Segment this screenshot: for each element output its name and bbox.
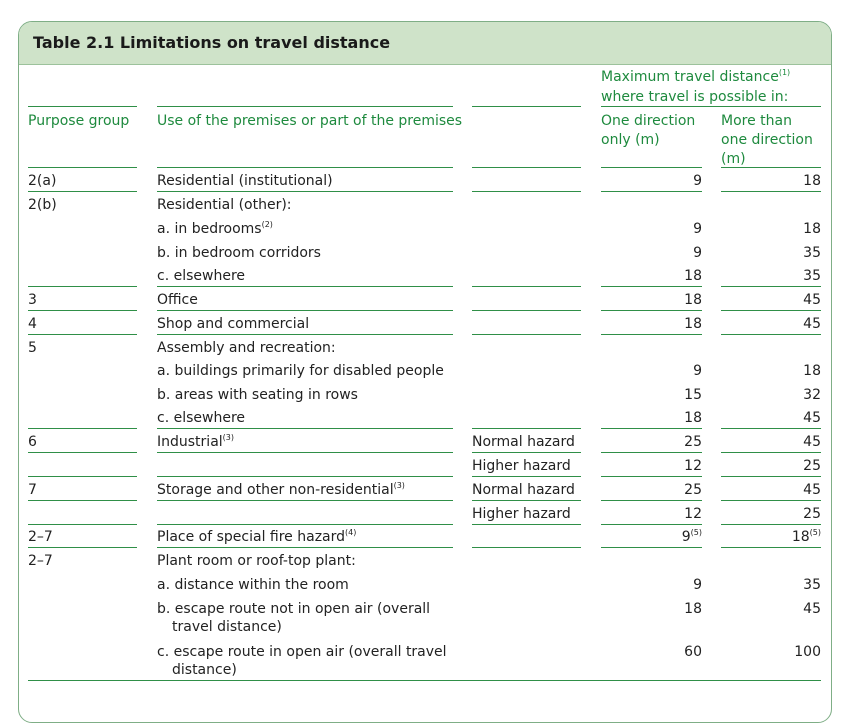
cell-use-text: Office (157, 292, 198, 308)
cell-use (157, 600, 430, 619)
row-rule (472, 476, 581, 477)
row-rule (472, 524, 581, 525)
cell-one-direction-text: 60 (684, 644, 702, 660)
cell-more-than-one-text: 45 (803, 316, 821, 332)
cell-purpose-group (28, 315, 37, 334)
cell-purpose-group (28, 339, 37, 358)
row-rule (472, 310, 581, 311)
cell-use-text: b. areas with seating in rows (157, 387, 358, 403)
header-rule (601, 167, 702, 168)
cell-more-than-one (803, 386, 821, 405)
row-rule (28, 191, 137, 192)
cell-purpose-group (28, 291, 37, 310)
header-rule (157, 167, 453, 168)
header-purpose-group: Purpose group (28, 113, 130, 129)
row-rule (721, 452, 821, 453)
row-rule (157, 428, 453, 429)
row-rule (721, 500, 821, 501)
table-bottom-rule (28, 680, 821, 681)
row-rule (157, 452, 453, 453)
cell-one-direction-text: 12 (684, 506, 702, 522)
cell-one-direction-text: 9 (693, 173, 702, 189)
cell-one-direction (693, 172, 702, 191)
cell-one-direction (684, 386, 702, 405)
cell-one-direction (684, 505, 702, 524)
cell-purpose-group (28, 196, 57, 215)
cell-more-than-one-text: 100 (794, 644, 821, 660)
cell-purpose-group-text: 2(b) (28, 197, 57, 213)
cell-purpose-group (28, 552, 53, 571)
cell-more-than-one (803, 362, 821, 381)
row-rule (28, 428, 137, 429)
cell-more-than-one-text: 18 (803, 173, 821, 189)
header-rule (472, 167, 581, 168)
cell-one-direction-text: 9 (681, 529, 691, 545)
cell-use (157, 172, 333, 191)
row-rule (157, 524, 453, 525)
header-one-direction-2: only (m) (601, 132, 660, 148)
cell-more-than-one-text: 45 (803, 434, 821, 450)
cell-use (157, 244, 321, 263)
header-max-travel-text: Maximum travel distance (601, 69, 779, 85)
cell-one-direction-text: 18 (684, 292, 702, 308)
footnote-ref: (5) (809, 528, 821, 537)
cell-one-direction-text: 15 (684, 387, 702, 403)
row-rule (472, 452, 581, 453)
row-rule (157, 500, 453, 501)
row-rule (28, 524, 137, 525)
cell-use (157, 386, 358, 405)
row-rule (157, 334, 453, 335)
cell-more-than-one-text: 18 (803, 363, 821, 379)
cell-use-text: a. buildings primarily for disabled people (157, 363, 444, 379)
row-rule (28, 310, 137, 311)
row-rule (721, 524, 821, 525)
row-rule (601, 428, 702, 429)
cell-purpose-group (28, 481, 37, 500)
row-rule (601, 500, 702, 501)
cell-hazard-text: Normal hazard (472, 482, 575, 498)
cell-use (157, 339, 336, 358)
row-rule (28, 334, 137, 335)
cell-use-text: b. escape route not in open air (overall (157, 601, 431, 617)
cell-more-than-one-text: 35 (803, 245, 821, 261)
cell-purpose-group-text: 4 (28, 316, 37, 332)
cell-purpose-group-text: 2–7 (28, 529, 53, 545)
cell-one-direction (693, 220, 702, 239)
header-rule (721, 167, 821, 168)
row-rule (157, 286, 453, 287)
row-rule (721, 476, 821, 477)
row-rule (601, 547, 702, 548)
cell-purpose-group (28, 172, 56, 191)
header-use-of-premises: Use of the premises or part of the premises (157, 113, 463, 129)
cell-one-direction (684, 315, 702, 334)
header-more-than-2: one direction (721, 132, 813, 148)
cell-use-text: a. distance within the room (157, 577, 349, 593)
row-rule (721, 547, 821, 548)
header-max-travel-line2: where travel is possible in: (601, 89, 789, 105)
cell-use-text: Storage and other non-residential (157, 482, 394, 498)
cell-more-than-one (803, 172, 821, 191)
cell-hazard (472, 505, 571, 524)
cell-one-direction (684, 600, 702, 619)
row-rule (601, 286, 702, 287)
cell-one-direction (684, 457, 702, 476)
cell-one-direction-text: 9 (693, 577, 702, 593)
cell-purpose-group (28, 528, 53, 547)
cell-hazard-text: Higher hazard (472, 506, 571, 522)
header-rule (472, 106, 581, 107)
header-rule (28, 167, 137, 168)
cell-use-text: c. elsewhere (157, 268, 246, 284)
cell-use (157, 433, 234, 452)
row-rule (28, 500, 137, 501)
cell-one-direction-text: 9 (693, 363, 702, 379)
row-rule (157, 191, 453, 192)
cell-use (157, 552, 356, 571)
cell-more-than-one (803, 315, 821, 334)
row-rule (601, 452, 702, 453)
cell-use-text: c. escape route in open air (overall travel (157, 644, 447, 660)
cell-more-than-one-text: 18 (803, 221, 821, 237)
table-title: Table 2.1 Limitations on travel distance (33, 33, 391, 52)
row-rule (472, 428, 581, 429)
cell-use (157, 643, 447, 662)
cell-use-cont-text: distance) (172, 662, 237, 678)
cell-purpose-group-text: 5 (28, 340, 37, 356)
cell-more-than-one-text: 35 (803, 577, 821, 593)
cell-one-direction (684, 643, 702, 662)
cell-purpose-group (28, 433, 37, 452)
cell-more-than-one-text: 32 (803, 387, 821, 403)
cell-one-direction (693, 362, 702, 381)
cell-use-text: Plant room or roof-top plant: (157, 553, 356, 569)
cell-more-than-one (803, 576, 821, 595)
cell-use-text: b. in bedroom corridors (157, 245, 321, 261)
row-rule (472, 547, 581, 548)
cell-more-than-one-text: 45 (803, 601, 821, 617)
row-rule (721, 310, 821, 311)
cell-more-than-one-text: 45 (803, 482, 821, 498)
row-rule (601, 191, 702, 192)
footnote-ref: (5) (690, 528, 702, 537)
row-rule (157, 547, 453, 548)
row-rule (28, 476, 137, 477)
cell-use (157, 362, 444, 381)
cell-one-direction-text: 12 (684, 458, 702, 474)
cell-more-than-one (803, 267, 821, 286)
footnote-ref: (3) (393, 481, 405, 490)
cell-more-than-one (803, 244, 821, 263)
header-rule (28, 106, 137, 107)
cell-one-direction-text: 9 (693, 245, 702, 261)
row-rule (721, 428, 821, 429)
footnote-ref: (2) (261, 220, 273, 229)
cell-one-direction-text: 18 (684, 316, 702, 332)
cell-one-direction (684, 291, 702, 310)
row-rule (28, 547, 137, 548)
row-rule (472, 334, 581, 335)
cell-purpose-group-text: 6 (28, 434, 37, 450)
cell-use (157, 576, 349, 595)
cell-more-than-one (803, 505, 821, 524)
cell-more-than-one-text: 18 (791, 529, 810, 545)
cell-use (157, 291, 198, 310)
header-more-than-3: (m) (721, 151, 746, 167)
header-rule (157, 106, 453, 107)
cell-use-cont (172, 618, 282, 637)
footnote-ref: (4) (345, 528, 357, 537)
cell-use-text: a. in bedrooms (157, 221, 262, 237)
row-rule (601, 476, 702, 477)
header-one-direction-1: One direction (601, 113, 696, 129)
cell-use-text: Place of special fire hazard (157, 529, 346, 545)
cell-more-than-one (803, 409, 821, 428)
cell-one-direction-text: 25 (684, 482, 702, 498)
cell-more-than-one-text: 25 (803, 506, 821, 522)
cell-more-than-one (803, 291, 821, 310)
cell-more-than-one-text: 35 (803, 268, 821, 284)
row-rule (721, 334, 821, 335)
cell-use (157, 196, 292, 215)
cell-use-text: c. elsewhere (157, 410, 246, 426)
cell-one-direction-text: 9 (693, 221, 702, 237)
row-rule (157, 310, 453, 311)
header-more-than-1: More than (721, 113, 792, 129)
cell-use-text: Industrial (157, 434, 223, 450)
cell-more-than-one (803, 457, 821, 476)
header-rule (601, 106, 821, 107)
row-rule (721, 286, 821, 287)
cell-use-cont (172, 661, 237, 680)
cell-one-direction-text: 18 (684, 268, 702, 284)
row-rule (601, 524, 702, 525)
cell-use (157, 267, 245, 286)
cell-use-cont-text: travel distance) (172, 619, 282, 635)
row-rule (601, 334, 702, 335)
cell-use-text: Residential (institutional) (157, 173, 333, 189)
row-rule (721, 191, 821, 192)
cell-one-direction-text: 18 (684, 601, 702, 617)
cell-more-than-one (803, 433, 821, 452)
title-bar (19, 22, 831, 65)
cell-one-direction (684, 481, 702, 500)
cell-more-than-one (794, 643, 821, 662)
row-rule (472, 286, 581, 287)
cell-purpose-group-text: 2(a) (28, 173, 57, 189)
cell-more-than-one (803, 600, 821, 619)
cell-use (157, 220, 273, 239)
cell-use (157, 315, 309, 334)
cell-hazard (472, 481, 575, 500)
cell-more-than-one (803, 220, 821, 239)
cell-one-direction (684, 267, 702, 286)
cell-use (157, 528, 356, 547)
cell-one-direction (693, 576, 702, 595)
row-rule (28, 452, 137, 453)
footnote-ref: (3) (222, 433, 235, 442)
cell-more-than-one-text: 45 (803, 410, 821, 426)
row-rule (157, 476, 453, 477)
cell-use (157, 481, 405, 500)
cell-use-text: Assembly and recreation: (157, 340, 336, 356)
cell-more-than-one (803, 481, 821, 500)
cell-purpose-group-text: 3 (28, 292, 37, 308)
footnote-ref: (1) (778, 68, 791, 77)
cell-one-direction (682, 528, 702, 547)
cell-more-than-one (792, 528, 821, 547)
cell-hazard (472, 433, 575, 452)
cell-one-direction (684, 409, 702, 428)
cell-purpose-group-text: 2–7 (28, 553, 53, 569)
cell-one-direction-text: 18 (684, 410, 702, 426)
cell-more-than-one-text: 25 (803, 458, 821, 474)
cell-more-than-one-text: 45 (803, 292, 821, 308)
cell-hazard-text: Higher hazard (472, 458, 571, 474)
cell-use (157, 409, 245, 428)
cell-one-direction-text: 25 (684, 434, 702, 450)
row-rule (601, 310, 702, 311)
row-rule (472, 500, 581, 501)
cell-use-text: Residential (other): (157, 197, 292, 213)
cell-one-direction (693, 244, 702, 263)
cell-one-direction (684, 433, 702, 452)
cell-use-text: Shop and commercial (157, 316, 310, 332)
cell-purpose-group-text: 7 (28, 482, 37, 498)
row-rule (472, 191, 581, 192)
cell-hazard (472, 457, 571, 476)
cell-hazard-text: Normal hazard (472, 434, 575, 450)
header-max-travel (601, 68, 790, 87)
row-rule (28, 286, 137, 287)
